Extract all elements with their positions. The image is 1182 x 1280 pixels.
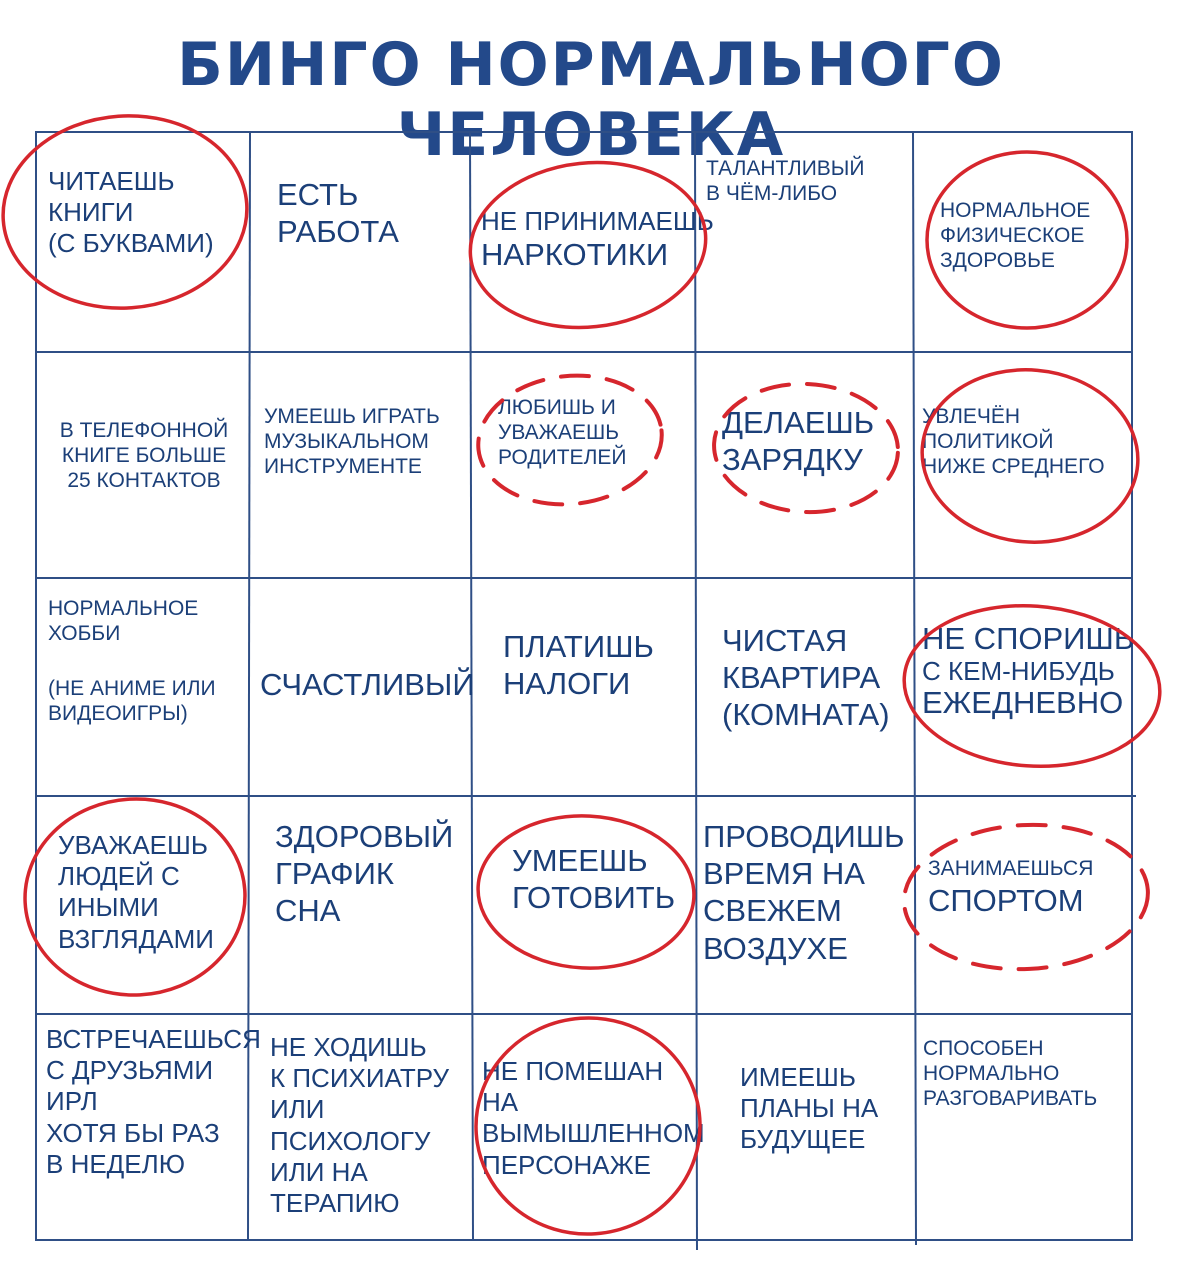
cell-3-2: СЧАСТЛИВЫЙ bbox=[260, 667, 475, 702]
page-title: БИНГО НОРМАЛЬНОГО ЧЕЛОВЕКА bbox=[177, 30, 1005, 170]
cell-2-3: ЛЮБИШЬ И УВАЖАЕШЬ РОДИТЕЛЕЙ bbox=[498, 396, 627, 470]
cell-5-5: СПОСОБЕН НОРМАЛЬНО РАЗГОВАРИВАТЬ bbox=[923, 1037, 1098, 1111]
cell-5-4: ИМЕЕШЬ ПЛАНЫ НА БУДУЩЕЕ bbox=[740, 1062, 879, 1155]
cell-3-4: ЧИСТАЯ КВАРТИРА (КОМНАТА) bbox=[722, 623, 890, 733]
cell-5-1: ВСТРЕЧАЕШЬСЯ С ДРУЗЬЯМИ ИРЛ ХОТЯ БЫ РАЗ В НЕДЕЛЮ bbox=[46, 1024, 261, 1179]
cell-5-3: НЕ ПОМЕШАН НА ВЫМЫШЛЕННОМ ПЕРСОНАЖЕ bbox=[482, 1056, 705, 1180]
cell-5-2: НЕ ХОДИШЬ К ПСИХИАТРУ ИЛИ ПСИХОЛОГУ ИЛИ НА ТЕРАПИЮ bbox=[270, 1032, 450, 1218]
cell-4-5a: ЗАНИМАЕШЬСЯ bbox=[928, 857, 1094, 880]
cell-1-5: НОРМАЛЬНОЕ ФИЗИЧЕСКОЕ ЗДОРОВЬЕ bbox=[940, 199, 1091, 273]
cell-2-2: УМЕЕШЬ ИГРАТЬ МУЗЫКАЛЬНОМ ИНСТРУМЕНТЕ bbox=[264, 405, 440, 479]
cell-3-5b: С КЕМ-НИБУДЬ bbox=[922, 656, 1115, 686]
cell-2-1: В ТЕЛЕФОННОЙ КНИГЕ БОЛЬШЕ 25 КОНТАКТОВ bbox=[59, 419, 229, 493]
cell-3-3: ПЛАТИШЬ НАЛОГИ bbox=[503, 629, 654, 702]
cell-2-5: УВЛЕЧЁН ПОЛИТИКОЙ НИЖЕ СРЕДНЕГО bbox=[922, 405, 1105, 479]
cell-4-5b: СПОРТОМ bbox=[928, 883, 1084, 918]
cell-4-4: ПРОВОДИШЬ ВРЕМЯ НА СВЕЖЕМ ВОЗДУХЕ bbox=[703, 819, 905, 966]
cell-4-2: ЗДОРОВЫЙ ГРАФИК СНА bbox=[275, 819, 454, 929]
cell-4-3: УМЕЕШЬ ГОТОВИТЬ bbox=[512, 843, 676, 916]
cell-2-4: ДЕЛАЕШЬ ЗАРЯДКУ bbox=[722, 405, 875, 478]
cell-3-1a: НОРМАЛЬНОЕ ХОББИ bbox=[48, 597, 199, 646]
cell-1-4: ТАЛАНТЛИВЫЙ В ЧЁМ-ЛИБО bbox=[706, 157, 865, 206]
cell-4-1: УВАЖАЕШЬ ЛЮДЕЙ С ИНЫМИ ВЗГЛЯДАМИ bbox=[58, 830, 214, 954]
cell-1-3b: НАРКОТИКИ bbox=[481, 237, 669, 272]
cell-1-2: ЕСТЬ РАБОТА bbox=[277, 177, 399, 250]
cell-3-1b: (НЕ АНИМЕ ИЛИ ВИДЕОИГРЫ) bbox=[48, 677, 216, 726]
cell-3-5a: НЕ СПОРИШЬ bbox=[922, 621, 1135, 656]
cell-3-5c: ЕЖЕДНЕВНО bbox=[922, 685, 1124, 720]
cell-1-3a: НЕ ПРИНИМАЕШЬ bbox=[481, 206, 714, 236]
cell-1-1: ЧИТАЕШЬ КНИГИ (С БУКВАМИ) bbox=[48, 166, 214, 259]
